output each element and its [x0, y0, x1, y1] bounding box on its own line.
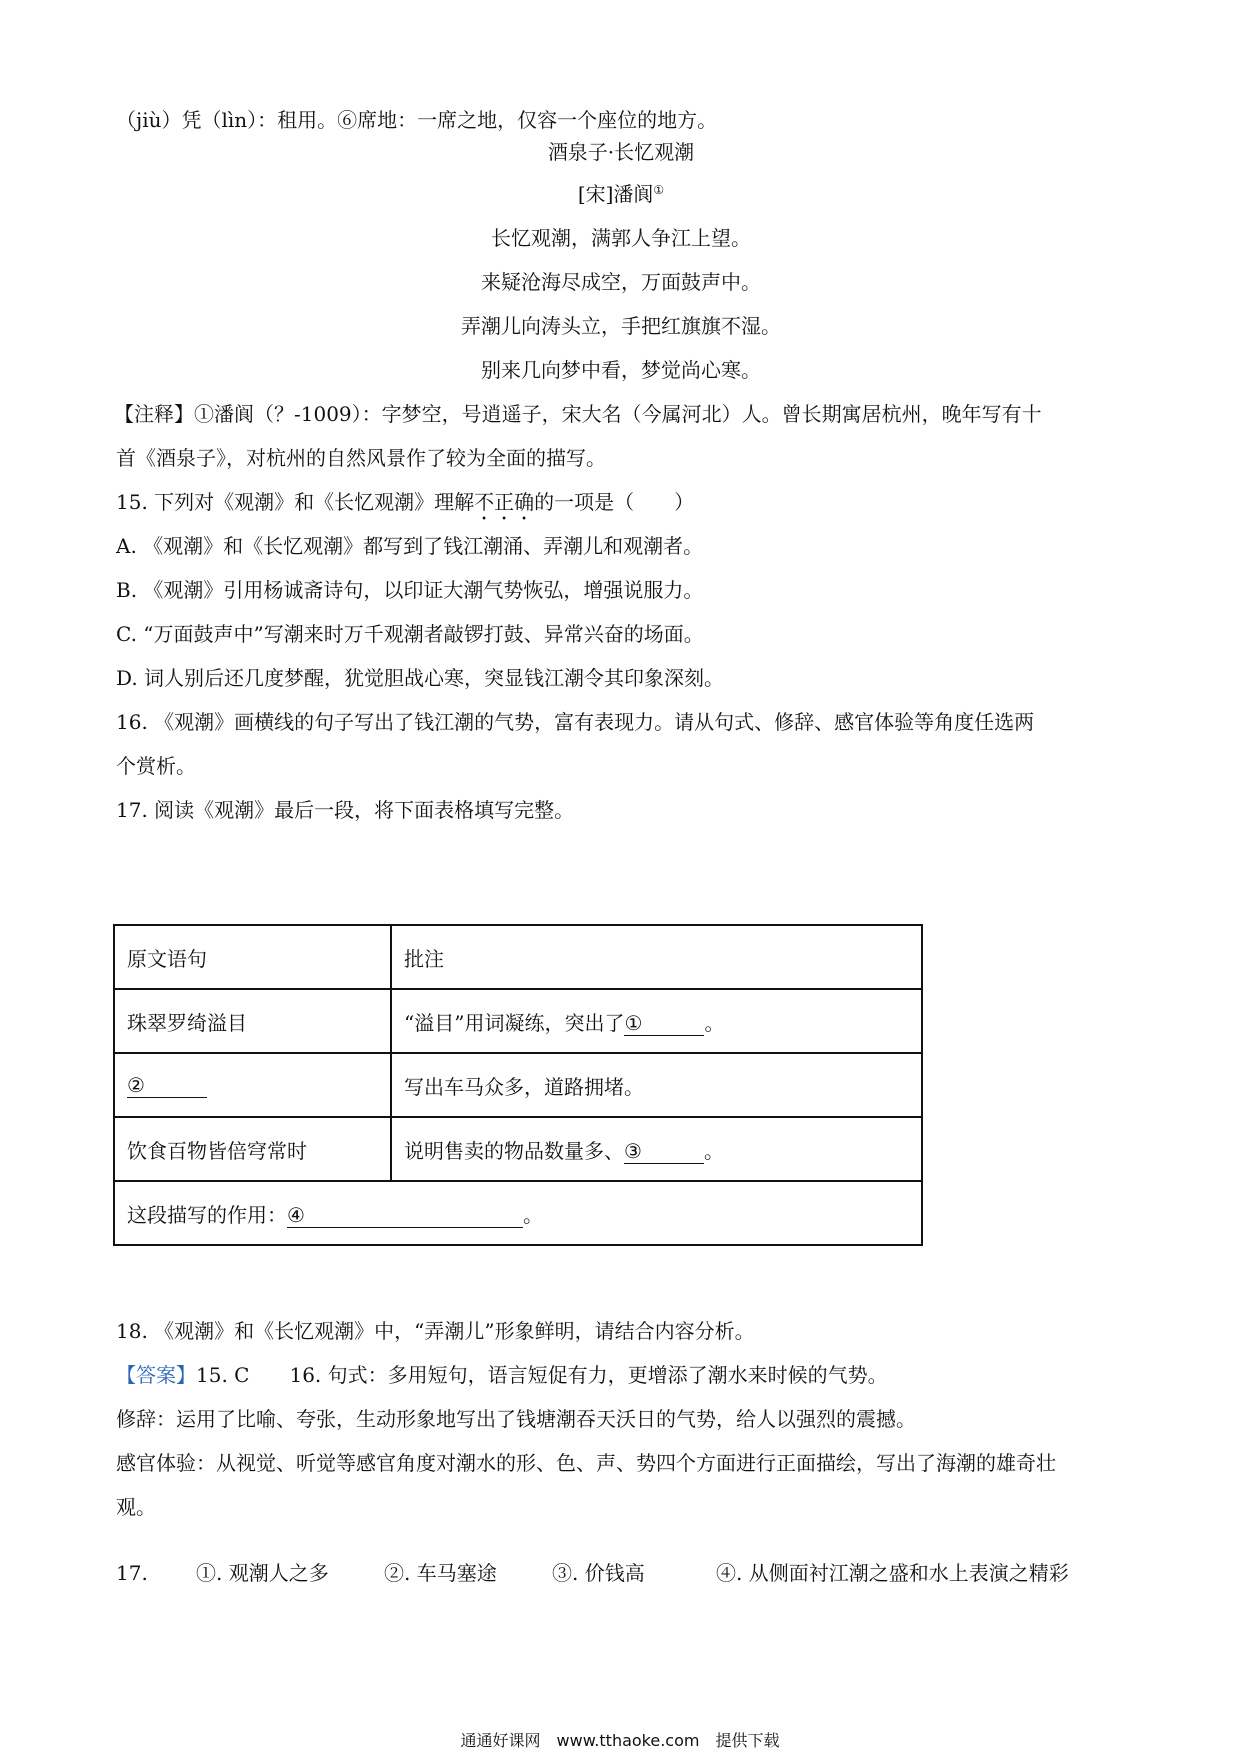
q17-stem: 17. 阅读《观潮》最后一段，将下面表格填写完整。 [116, 798, 575, 822]
cell-text: 。 [704, 1138, 724, 1163]
answer-16-rhetoric: 修辞：运用了比喻、夸张，生动形象地写出了钱塘潮吞天沃日的气势，给人以强烈的震撼。 [116, 1407, 916, 1431]
answer-15: 15. C [196, 1363, 250, 1387]
answer-line-1 [116, 1362, 888, 1388]
page-footer: 通通好课网 www.tthaoke.com 提供下载 [460, 1731, 780, 1750]
table-cell: 珠翠罗绮溢目 [114, 989, 391, 1053]
q15-stem-emphasis: 不正确 [474, 490, 535, 514]
poem-author-text: [宋]潘阆 [577, 182, 654, 206]
q15-option-a: A. 《观潮》和《长忆观潮》都写到了钱江潮涌、弄潮儿和观潮者。 [116, 534, 704, 558]
table-cell [391, 989, 922, 1053]
answer-17-item: ①. 观潮人之多 [196, 1561, 329, 1585]
q16-line-1: 16. 《观潮》画横线的句子写出了钱江潮的气势，富有表现力。请从句式、修辞、感官体验等角度任选两 [116, 710, 1035, 734]
poem-title: 酒泉子·长忆观潮 [547, 140, 695, 164]
answer-17-number: 17. [116, 1561, 148, 1585]
cell-text: 这段描写的作用： [127, 1202, 287, 1227]
q15-stem-b: 的一项是（ ） [534, 490, 695, 514]
q15-option-d: D. 词人别后还几度梦醒，犹觉胆战心寒，突显钱江潮令其印象深刻。 [116, 666, 725, 690]
top-line: （jiù）凭（lìn）：租用。⑥席地：一席之地，仅容一个座位的地方。 [116, 108, 718, 132]
q15-option-c: C. “万面鼓声中”写潮来时万千观潮者敲锣打鼓、异常兴奋的场面。 [116, 622, 704, 646]
table-row [114, 1117, 922, 1181]
table-cell: 写出车马众多，道路拥堵。 [391, 1053, 922, 1117]
cell-text: “溢目”用词凝练，突出了 [404, 1010, 625, 1035]
poem-author [0, 181, 1240, 207]
note-line-2: 首《酒泉子》，对杭州的自然风景作了较为全面的描写。 [116, 446, 606, 470]
table-row [114, 1181, 922, 1245]
poem-line: 长忆观潮，满郭人争江上望。 [491, 226, 751, 250]
answer-17-item: ④. 从侧面衬江潮之盛和水上表演之精彩 [716, 1561, 1069, 1585]
table-cell [391, 1117, 922, 1181]
cell-text: 说明售卖的物品数量多、 [404, 1138, 624, 1163]
cell-text: 。 [523, 1202, 543, 1227]
answer-tag: 【答案】 [116, 1363, 196, 1387]
poem-author-note-mark: ① [653, 183, 665, 197]
answer-16-sense-2: 观。 [116, 1495, 156, 1519]
fill-in-table [113, 924, 923, 1246]
answer-blank: ④ [287, 1203, 523, 1228]
answer-17 [116, 1560, 1069, 1586]
table-footer-cell [114, 1181, 922, 1245]
table-row [114, 1053, 922, 1117]
table-header-cell: 原文语句 [114, 925, 391, 989]
poem-line: 来疑沧海尽成空，万面鼓声中。 [481, 270, 761, 294]
answer-17-item: ③. 价钱高 [552, 1561, 645, 1585]
table-row [114, 989, 922, 1053]
answer-blank: ③ [624, 1139, 704, 1164]
poem-line: 弄潮儿向涛头立，手把红旗旗不湿。 [461, 314, 781, 338]
answer-17-item: ②. 车马塞途 [384, 1561, 497, 1585]
note-line-1: 【注释】①潘阆（？-1009）：字梦空，号逍遥子，宋大名（今属河北）人。曾长期寓居杭州，晚年写有十 [114, 402, 1042, 426]
table-cell: 饮食百物皆倍穹常时 [114, 1117, 391, 1181]
table-header-cell: 批注 [391, 925, 922, 989]
answer-16-sense-1: 感官体验：从视觉、听觉等感官角度对潮水的形、色、声、势四个方面进行正面描绘，写出了海潮的雄奇壮 [116, 1451, 1056, 1475]
q16-line-2: 个赏析。 [116, 754, 196, 778]
answer-16-syntax: 16. 句式：多用短句，语言短促有力，更增添了潮水来时候的气势。 [289, 1363, 888, 1387]
answer-blank: ① [624, 1011, 704, 1036]
table-cell [114, 1053, 391, 1117]
table-row [114, 925, 922, 989]
answer-blank: ② [127, 1073, 207, 1098]
cell-text: 。 [704, 1010, 725, 1035]
q15-stem-a: 15. 下列对《观潮》和《长忆观潮》理解 [116, 490, 475, 514]
poem-line: 别来几向梦中看，梦觉尚心寒。 [481, 358, 761, 382]
question-15-stem [116, 489, 694, 525]
q15-option-b: B. 《观潮》引用杨诚斋诗句，以印证大潮气势恢弘，增强说服力。 [116, 578, 704, 602]
question-18: 18. 《观潮》和《长忆观潮》中，“弄潮儿”形象鲜明，请结合内容分析。 [116, 1319, 755, 1343]
